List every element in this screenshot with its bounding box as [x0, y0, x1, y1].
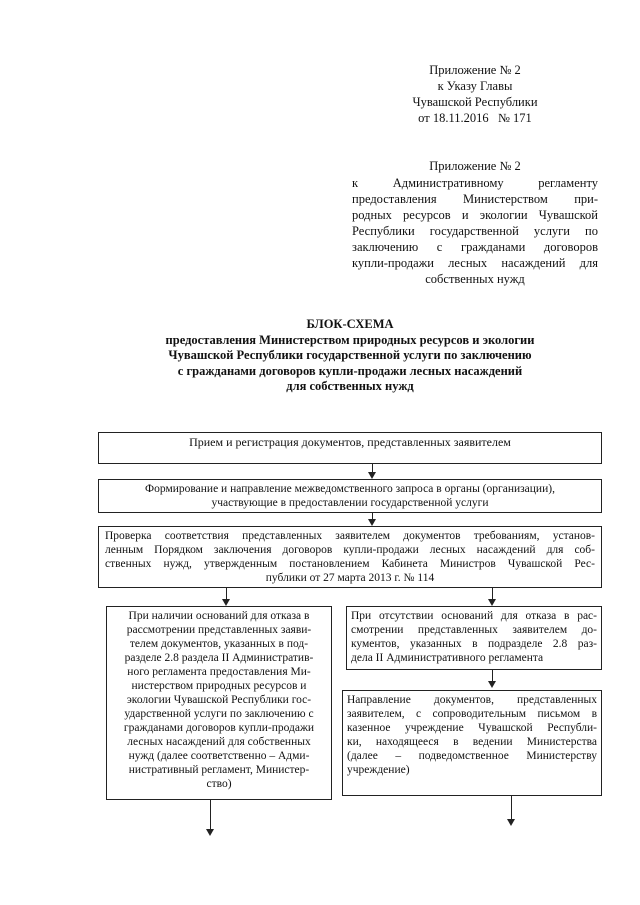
- flow-step-text: ленным Порядком заключения договоров купли-продажи лесных насаждений для соб-: [105, 544, 595, 556]
- flow-step-text: гражданами договоров купли-продажи: [123, 722, 315, 734]
- flow-step-text: нужд (далее соответственно – Адми-: [128, 750, 310, 762]
- annex-decree-line: Приложение № 2: [429, 63, 521, 77]
- flow-step-text: ственных нужд, утвержденным постановлением Кабинета Министров Чувашской Рес-: [105, 558, 595, 570]
- flow-step-text: При наличии оснований для отказа в: [128, 610, 310, 622]
- annex-regulation-body: [352, 175, 598, 287]
- annex-regulation-line: заключению с гражданами договоров: [352, 240, 598, 254]
- flow-step-text: При отсутствии оснований для отказа в рас-: [351, 610, 597, 622]
- document-subtitle-line: с гражданами договоров купли-продажи лесных насаждений: [177, 363, 523, 378]
- annex-decree-header: [380, 62, 570, 126]
- flow-step-text: Прием и регистрация документов, представленных заявителем: [189, 435, 511, 449]
- flow-step-text: (далее – подведомственное Министерству: [347, 750, 597, 762]
- annex-regulation-line: к Административному регламенту: [352, 176, 598, 190]
- flow-step-text: лесных насаждений для собственных: [127, 736, 311, 748]
- document-title: [120, 317, 580, 395]
- flow-step-text: телем документов, указанных в под-: [129, 638, 309, 650]
- flow-step-text: рассмотрении представленных заяви-: [126, 624, 312, 636]
- flow-step-text: дела II Административного регламента: [351, 652, 544, 664]
- flow-step-text: казенное учреждение Чувашской Республи-: [347, 722, 597, 734]
- document-subtitle-line: предоставления Министерством природных ресурсов и экологии: [165, 332, 535, 347]
- annex-regulation-line: собственных нужд: [425, 272, 525, 286]
- flow-step-no-refusal: [346, 606, 602, 670]
- flow-step-refusal: [106, 606, 332, 800]
- flow-step-text: экологии Чувашской Республики гос-: [126, 694, 312, 706]
- document-heading: БЛОК-СХЕМА: [306, 317, 394, 331]
- flow-step-text: Направление документов, представленных: [347, 694, 597, 706]
- flow-step-text: заявителем, с сопроводительным письмом в: [347, 708, 597, 720]
- annex-regulation-line: родных ресурсов и экологии Чувашской: [352, 208, 598, 222]
- flow-step-text: кументов, указанных в подразделе 2.8 раз-: [351, 638, 597, 650]
- flow-step-document-check: [98, 526, 602, 588]
- flow-step-text: учреждение): [347, 764, 410, 776]
- flow-arrow-head: [368, 519, 376, 526]
- flow-step-text: ного регламента предоставления Ми-: [127, 666, 311, 678]
- annex-regulation-line: купли-продажи лесных насаждений для: [352, 256, 598, 270]
- flow-arrow-head: [368, 472, 376, 479]
- document-subtitle-line: для собственных нужд: [286, 379, 414, 393]
- annex-decree-line: Чувашской Республики: [412, 95, 538, 109]
- flow-arrow-head: [222, 599, 230, 606]
- flow-arrow-head: [488, 681, 496, 688]
- flow-step-text: нистративный регламент, Министер-: [128, 764, 310, 776]
- flow-step-text: смотрении представленных заявителем до-: [351, 624, 597, 636]
- flow-arrow-head: [488, 599, 496, 606]
- flow-step-text: участвующие в предоставлении государственной услуги: [211, 497, 489, 509]
- flow-step-text: нистерством природных ресурсов и: [131, 680, 307, 692]
- flow-step-text: Проверка соответствия представленных заявителем документов требованиям, установ-: [105, 530, 595, 542]
- flow-arrow-head: [206, 829, 214, 836]
- flow-step-text: разделе 2.8 раздела II Административ-: [124, 652, 314, 664]
- flow-step-text: ство): [206, 778, 232, 790]
- annex-decree-line: к Указу Главы: [437, 79, 513, 93]
- annex-regulation-title: Приложение № 2: [429, 159, 521, 173]
- annex-decree-line: от 18.11.2016 № 171: [418, 111, 532, 125]
- flow-arrow-line: [210, 800, 211, 830]
- flow-step-forward-documents: [342, 690, 602, 796]
- flow-step-reception: [98, 432, 602, 464]
- annex-regulation-line: предоставления Министерством при-: [352, 192, 598, 206]
- flow-step-text: ударственной услуги по заключению с: [124, 708, 314, 720]
- flow-step-text: публики от 27 марта 2013 г. № 114: [265, 572, 435, 584]
- flow-arrow-head: [507, 819, 515, 826]
- flow-step-text: ки, находящееся в ведении Министерства: [347, 736, 597, 748]
- flow-arrow-line: [511, 796, 512, 820]
- flow-step-interagency-request: [98, 479, 602, 513]
- annex-regulation-line: Республики государственной услуги по: [352, 224, 598, 238]
- flow-step-text: Формирование и направление межведомственного запроса в органы (организации),: [145, 483, 555, 495]
- document-subtitle-line: Чувашской Республики государственной услуги по заключению: [168, 348, 532, 362]
